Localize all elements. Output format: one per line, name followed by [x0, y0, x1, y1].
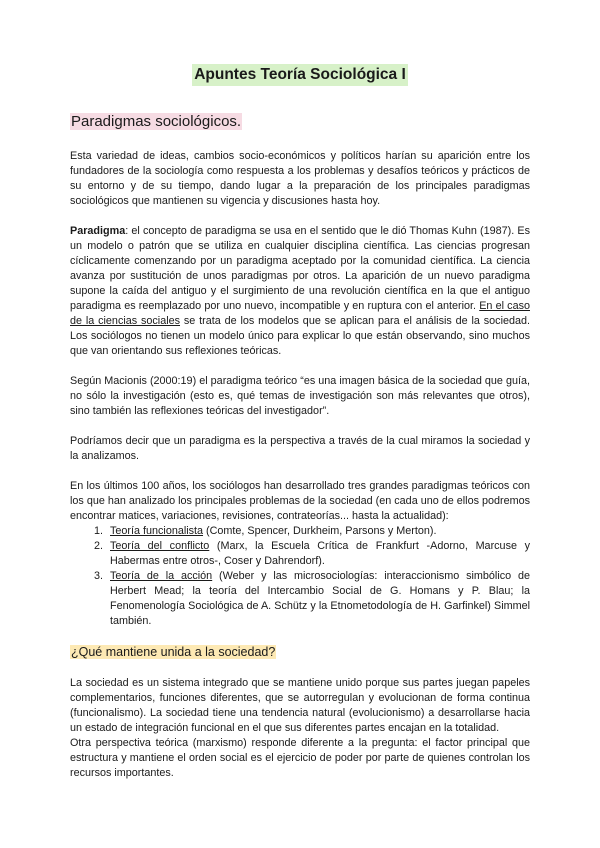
paradigma-underlined: En el caso de la ciencias sociales: [70, 300, 530, 327]
list-item-text: (Marx, la Escuela Crítica de Frankfurt -Adorno, Marcuse y Habermas entre otros-, Coser y Dahrendorf).: [110, 540, 530, 567]
paradigm-list: [70, 524, 530, 629]
list-item-label: Teoría del conflicto: [110, 540, 210, 552]
ultimos-paragraph: En los últimos 100 años, los sociólogos han desarrollado tres grandes paradigmas teóricos con los que han analizado los principales problemas de la sociedad (en cada uno de ellos podremos encontrar matices, variaciones, revisiones, contrateorías... hasta la actualidad):: [70, 480, 530, 522]
sociedad-paragraph-2: Otra perspectiva teórica (marxismo) responde diferente a la pregunta: el factor principal que estructura y mantiene el orden social es el ejercicio de poder por parte de quienes controlan los recursos importantes.: [70, 737, 530, 779]
list-item-label: Teoría de la acción: [110, 570, 213, 582]
paradigma-text-b: se trata de los modelos que se aplican para el análisis de la sociedad. Los sociólogos no tienen un modelo único para explicar lo que están observando, sino muchos que van orientando sus reflexiones teóricas.: [70, 315, 530, 357]
list-item: [106, 539, 530, 569]
list-item-text: (Weber y las microsociologías: interaccionismo simbólico de Herbert Mead; la teoría del Intercambio Social de G. Homans y P. Blau; la Fenomenología Sociológica de A. Schütz y la Etnometodología de H. Garfinkel) Simmel también.: [110, 570, 531, 627]
section-heading-sociedad-text: ¿Qué mantiene unida a la sociedad?: [71, 645, 276, 659]
intro-paragraph: Esta variedad de ideas, cambios socio-económicos y políticos harían su aparición entre los fundadores de la sociología como respuesta a los problemas y desafíos teóricos y prácticos de su entorno y de su tiempo, dando lugar a la preparación de los principales paradigmas sociológicos que mantienen su vigencia y discusiones hasta hoy.: [70, 150, 530, 207]
section-heading-paradigmas-text: Paradigmas sociológicos.: [71, 113, 242, 130]
title-wrapper: [70, 64, 530, 86]
list-item-text: (Comte, Spencer, Durkheim, Parsons y Merton).: [203, 525, 437, 537]
list-item-label: Teoría funcionalista: [110, 525, 204, 537]
paradigma-paragraph: [70, 224, 530, 359]
section-heading-paradigmas: [70, 112, 530, 131]
document-title: Apuntes Teoría Sociológica I: [192, 64, 408, 86]
section-heading-sociedad: [70, 644, 530, 661]
paradigma-term: Paradigma: [70, 225, 126, 237]
perspectiva-paragraph: Podríamos decir que un paradigma es la perspectiva a través de la cual miramos la sociedad y la analizamos.: [70, 435, 530, 462]
sociedad-paragraph-1: La sociedad es un sistema integrado que se mantiene unido porque sus partes juegan papeles complementarios, funciones diferentes, que se autorregulan y evolucionan de forma continua (funcionalismo). La sociedad tiene una tendencia natural (evolucionismo) a desarrollarse hacia un estado de integración funcional en el que sus diferentes partes encajan en la totalidad.: [70, 677, 530, 734]
paradigma-text-a: : el concepto de paradigma se usa en el sentido que le dió Thomas Kuhn (1987). Es un modelo o patrón que se utiliza en cualquier disciplina científica. Las ciencias progresan cíclicamente comenzando por un paradigma aceptado por la comunidad científica. La ciencia avanza por sustitución de unos paradigmas por otros. La aparición de un nuevo paradigma supone la caída del antiguo y el surgimiento de una revolución científica en la que el antiguo paradigma es reemplazado por uno nuevo, incompatible y en ruptura con el anterior.: [70, 225, 530, 312]
macionis-paragraph: Según Macionis (2000:19) el paradigma teórico “es una imagen básica de la sociedad que guía, no sólo la investigación (esto es, qué temas de investigación son más relevantes que otros), sino también las reflexiones teóricas del investigador”.: [70, 375, 530, 417]
list-item: [106, 524, 530, 539]
list-item: [106, 569, 530, 629]
